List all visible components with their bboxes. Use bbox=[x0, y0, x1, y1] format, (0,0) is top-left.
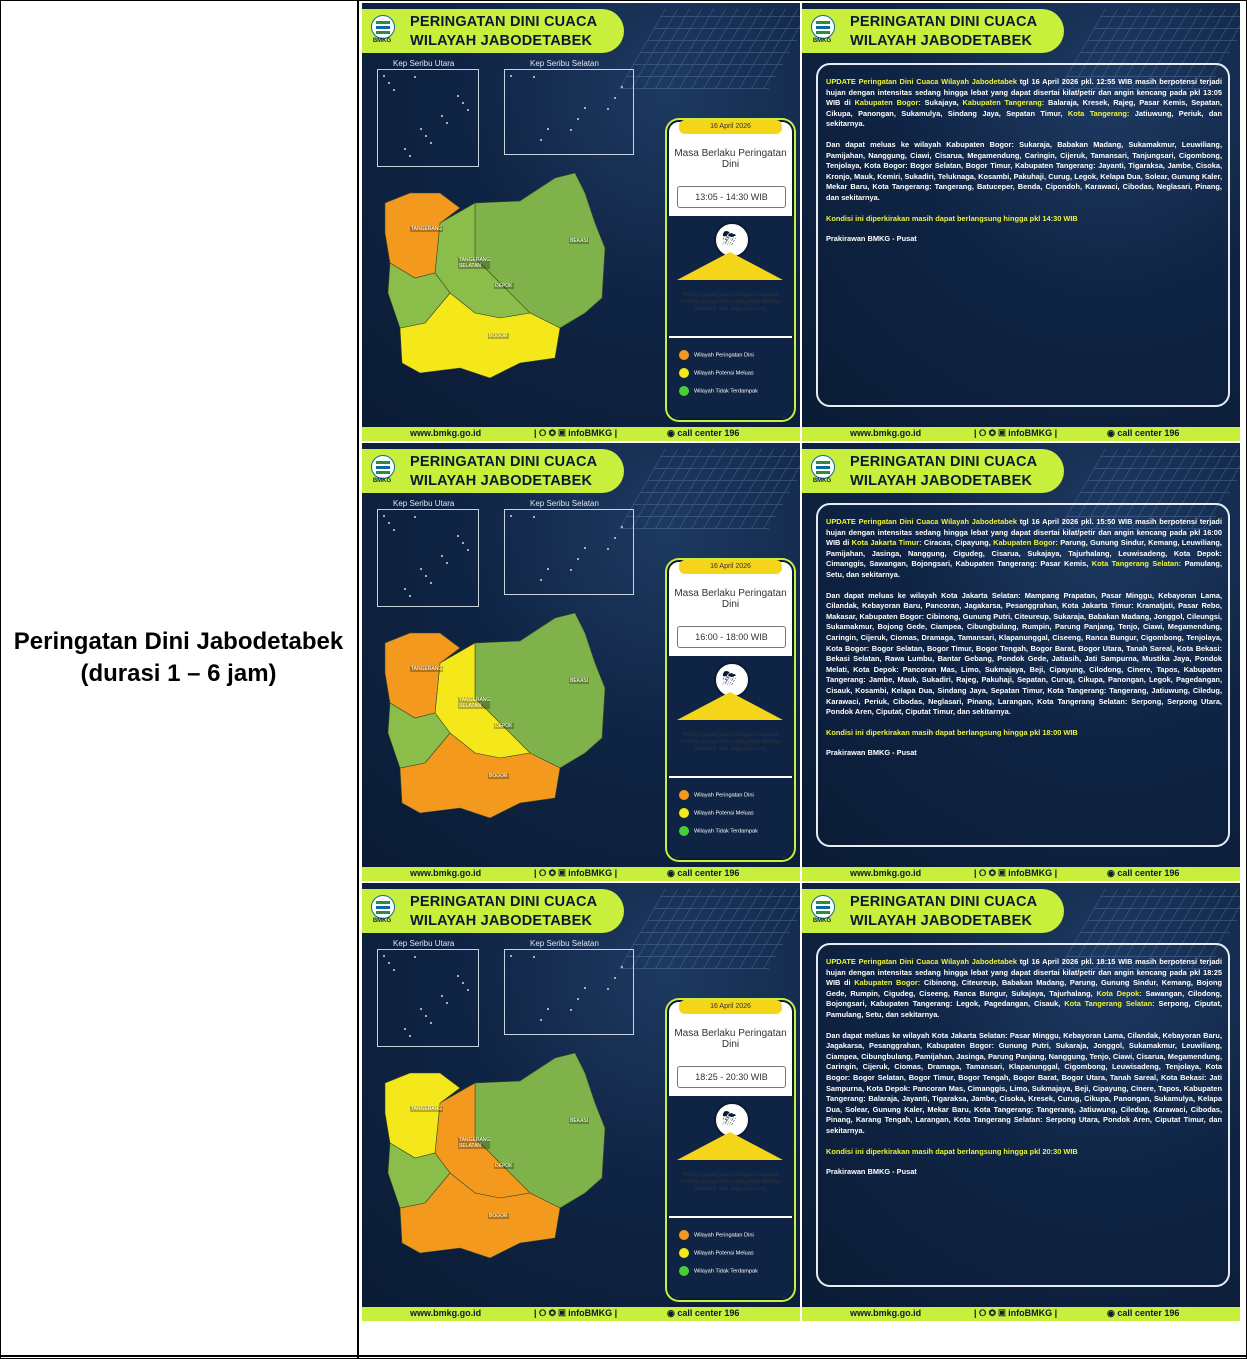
footer-website: www.bmkg.go.id bbox=[410, 868, 482, 878]
validity-card bbox=[667, 120, 794, 420]
expansion-paragraph: Dan dapat meluas ke wilayah Kota Jakarta Selatan: Pasar Minggu, Kebayoran Lama, Cilandak, Kebayoran Baru, Jagakarsa, Pesanggrahan, Kabupaten Bogor: Gunung Putri, Sukaraja, Jonggol, Sukamakmur, Leuwiliang, Ciampea, Cibungbulang, Pamijahan, Jasinga, Parung Panjang, Nanggung, Tenjo, Ciawi, Cisarua, Megamendung, Caringin, Cijeruk, Ciomas, Dramaga, Tamansari, Klapanunggal, Cigombong, Leuwisadeng, Tenjolaya, Kota Bogor: Bogor Selatan, Bogor Timur, Bogor Tengah, Bogor Barat, Bogor Utara, Tanah Sareal, Kota Bekasi: Jati Sampurna, Kota Depok: Pancoran Mas, Cimanggis, Limo, Sukmajaya, Beji, Cipayung, Cinere, Tapos, Kabupaten Tangerang: Balaraja, Jayanti, Tigaraksa, Jambe, Cisoka, Kresek, Curug, Cikupa, Panongan, Sukamulya, Kelapa Dua, Solear, Gunung Kaler, Mekar Baru, Kota Tangerang: Tangerang, Jatiuwung, Ciledug, Karawaci, Cibodas, Pinang, Karang Tengah, Larangan, Kota Tangerang Selatan: Serpong Utara, Pondok Aren, Ciputat Timur, dan sekitarnya. bbox=[826, 1030, 1222, 1135]
map-legend bbox=[667, 1218, 794, 1298]
warning-triangle-icon bbox=[677, 1132, 783, 1160]
warning-map-panel bbox=[362, 443, 800, 881]
footer-callcenter: ◉ call center 196 bbox=[667, 868, 740, 878]
warning-text-body bbox=[826, 517, 1222, 769]
row-label bbox=[0, 626, 357, 690]
warning-text-body bbox=[826, 77, 1222, 255]
map-label-depok: DEPOK bbox=[495, 723, 513, 729]
bmkg-logo-icon: BMKG bbox=[370, 15, 394, 45]
header-title-line1: PERINGATAN DINI CUACA bbox=[410, 14, 598, 30]
header-title-line2: WILAYAH JABODETABEK bbox=[410, 473, 593, 489]
hazard-description: Potensi terjadi hujan dengan intensitas sedang hingga lebat yang dapat disertai kilat/petir dan angin kencang bbox=[680, 292, 781, 312]
warning-date: 16 April 2026 bbox=[679, 560, 782, 574]
validity-card bbox=[667, 560, 794, 860]
warning-text-card bbox=[816, 63, 1230, 407]
panel-header bbox=[362, 449, 624, 493]
header-title-line1: PERINGATAN DINI CUACA bbox=[410, 454, 598, 470]
map-label-tangerang: TANGERANG bbox=[411, 666, 443, 672]
warning-date: 16 April 2026 bbox=[679, 120, 782, 134]
map-label-bogor: BOGOR bbox=[489, 1213, 508, 1219]
bmkg-logo-icon: BMKG bbox=[810, 15, 834, 45]
header-title-line2: WILAYAH JABODETABEK bbox=[410, 33, 593, 49]
footer-callcenter: ◉ call center 196 bbox=[667, 428, 740, 438]
map-grid-decoration bbox=[619, 889, 800, 969]
duration-paragraph: Kondisi ini diperkirakan masih dapat berlangsung hingga pkl 18:00 WIB bbox=[826, 727, 1078, 737]
map-label-bekasi: BEKASI bbox=[570, 238, 589, 244]
panel-footer bbox=[802, 1307, 1240, 1321]
inset-map-north bbox=[377, 69, 479, 167]
panel-footer bbox=[802, 427, 1240, 441]
map-grid-decoration bbox=[619, 449, 800, 529]
bmkg-logo-icon: BMKG bbox=[370, 895, 394, 925]
map-label-tangerang: TANGERANG bbox=[411, 1106, 443, 1112]
warning-map-panel bbox=[362, 3, 800, 441]
legend-item-warning: Wilayah Peringatan Dini bbox=[679, 350, 754, 360]
jabodetabek-map bbox=[380, 1043, 610, 1258]
panel-header bbox=[362, 9, 624, 53]
warning-text-panel bbox=[802, 443, 1240, 881]
warning-text-panel bbox=[802, 883, 1240, 1321]
inset-label-south: Kep Seribu Selatan bbox=[530, 499, 599, 508]
map-label-bogor: BOGOR bbox=[489, 773, 508, 779]
bottom-border bbox=[0, 1355, 1247, 1357]
header-title-line1: PERINGATAN DINI CUACA bbox=[850, 14, 1038, 30]
footer-website: www.bmkg.go.id bbox=[850, 428, 922, 438]
forecaster-line: Prakirawan BMKG - Pusat bbox=[826, 234, 917, 244]
map-label-depok: DEPOK bbox=[495, 1163, 513, 1169]
inset-map-south bbox=[504, 509, 634, 595]
duration-paragraph: Kondisi ini diperkirakan masih dapat berlangsung hingga pkl 20:30 WIB bbox=[826, 1146, 1078, 1156]
header-title-line2: WILAYAH JABODETABEK bbox=[410, 913, 593, 929]
bmkg-logo-icon: BMKG bbox=[810, 895, 834, 925]
footer-callcenter: ◉ call center 196 bbox=[1107, 868, 1180, 878]
footer-website: www.bmkg.go.id bbox=[410, 428, 482, 438]
footer-callcenter: ◉ call center 196 bbox=[1107, 1308, 1180, 1318]
footer-website: www.bmkg.go.id bbox=[850, 868, 922, 878]
map-label-tangsel: TANGERANG SELATAN bbox=[459, 697, 491, 709]
legend-item-warning: Wilayah Peringatan Dini bbox=[679, 790, 754, 800]
jabodetabek-map bbox=[380, 603, 610, 818]
update-paragraph: UPDATE Peringatan Dini Cuaca Wilayah Jabodetabek tgl 16 April 2026 pkl. 15:50 WIB masih berpotensi terjadi hujan dengan intensitas sedang hingga lebat yang dapat disertai kilat/petir dan angin kencang pada pkl 16:00 WIB di Kota Jakarta Timur: Ciracas, Cipayung, Kabupaten Bogor: Parung, Gunung Sindur, Kemang, Leuwiliang, Pamijahan, Jasinga, Nanggung, Cigudeg, Cisarua, Sukajaya, Tajurhalang, Leuwisadeng, Kota Depok: Cimanggis, Sawangan, Bojongsari, Kabupaten Tangerang: Pasar Kemis, Kota Tangerang Selatan: Pamulang, Setu, dan sekitarnya. bbox=[826, 517, 1222, 579]
panel-header bbox=[802, 9, 1064, 53]
jabodetabek-map bbox=[380, 163, 610, 378]
validity-label: Masa Berlaku Peringatan Dini bbox=[674, 148, 787, 170]
validity-time: 13:05 - 14:30 WIB bbox=[677, 186, 786, 208]
panel-footer bbox=[362, 867, 800, 881]
panel-footer bbox=[362, 1307, 800, 1321]
warning-text-body bbox=[826, 957, 1222, 1188]
map-label-tangsel: TANGERANG SELATAN bbox=[459, 257, 491, 269]
row-label-line1: Peringatan Dini Jabodetabek bbox=[13, 628, 344, 655]
validity-label: Masa Berlaku Peringatan Dini bbox=[674, 1028, 787, 1050]
footer-social: | ⭘ ◎ ▣ infoBMKG | bbox=[534, 1308, 618, 1318]
warning-triangle-icon bbox=[677, 252, 783, 280]
inset-label-north: Kep Seribu Utara bbox=[393, 939, 455, 948]
map-label-tangerang: TANGERANG bbox=[411, 226, 443, 232]
warning-triangle-icon bbox=[677, 692, 783, 720]
inset-label-south: Kep Seribu Selatan bbox=[530, 939, 599, 948]
map-legend bbox=[667, 338, 794, 418]
map-legend bbox=[667, 778, 794, 858]
map-label-bekasi: BEKASI bbox=[570, 678, 589, 684]
footer-social: | ⭘ ◎ ▣ infoBMKG | bbox=[534, 428, 618, 438]
panel-header bbox=[802, 449, 1064, 493]
legend-item-potential: Wilayah Potensi Meluas bbox=[679, 1248, 754, 1258]
column-divider bbox=[357, 0, 359, 1359]
validity-time: 18:25 - 20:30 WIB bbox=[677, 1066, 786, 1088]
map-grid-decoration bbox=[619, 9, 800, 89]
validity-time: 16:00 - 18:00 WIB bbox=[677, 626, 786, 648]
inset-map-south bbox=[504, 69, 634, 155]
duration-paragraph: Kondisi ini diperkirakan masih dapat berlangsung hingga pkl 14:30 WIB bbox=[826, 213, 1078, 223]
inset-map-north bbox=[377, 949, 479, 1047]
map-label-bekasi: BEKASI bbox=[570, 1118, 589, 1124]
warning-map-panel bbox=[362, 883, 800, 1321]
expansion-paragraph: Dan dapat meluas ke wilayah Kota Jakarta Selatan: Mampang Prapatan, Pasar Minggu, Kebayoran Lama, Cilandak, Kebayoran Baru, Pancoran, Jagakarsa, Pesanggrahan, Kota Jakarta Timur: Kramatjati, Pasar Rebo, Makasar, Kabupaten Bogor: Cibinong, Gunung Putri, Citeureup, Sukaraja, Babakan Madang, Jonggol, Cileungsi, Sukamakmur, Bojong Gede, Ciampea, Cibungbulang, Rumpin, Parung Panjang, Tenjo, Ciawi, Megamendung, Caringin, Cijeruk, Ciomas, Dramaga, Tamansari, Klapanunggal, Ciseeng, Ranca Bungur, Cigombong, Tenjolaya, Kota Bogor: Bogor Selatan, Bogor Timur, Bogor Tengah, Bogor Barat, Bogor Utara, Tanah Sareal, Kota Bekasi: Bekasi Selatan, Rawa Lumbu, Bantar Gebang, Pondok Gede, Jatiasih, Jati Sampurna, Mustika Jaya, Pondok Melati, Kota Depok: Pancoran Mas, Limo, Sukmajaya, Beji, Cipayung, Cilodong, Cinere, Tapos, Kabupaten Tangerang: Jambe, Mauk, Sukadiri, Rajeg, Pakuhaji, Sepatan, Curug, Cikupa, Panongan, Legok, Pagedangan, Cisauk, Kosambi, Kelapa Dua, Sindang Jaya, Sepatan Timur, Kota Tangerang: Tangerang, Jatiuwung, Ciledug, Karawaci, Periuk, Cibodas, Neglasari, Pinang, Larangan, Kota Tangerang Selatan: Serpong, Serpong Utara, Pondok Aren, Ciputat, Ciputat Timur, dan sekitarnya. bbox=[826, 590, 1222, 717]
legend-item-unaffected: Wilayah Tidak Terdampak bbox=[679, 826, 758, 836]
legend-item-potential: Wilayah Potensi Meluas bbox=[679, 808, 754, 818]
footer-website: www.bmkg.go.id bbox=[850, 1308, 922, 1318]
bmkg-logo-icon: BMKG bbox=[810, 455, 834, 485]
footer-website: www.bmkg.go.id bbox=[410, 1308, 482, 1318]
expansion-paragraph: Dan dapat meluas ke wilayah Kabupaten Bogor: Sukaraja, Babakan Madang, Sukamakmur, Leuwiliang, Pamijahan, Nanggung, Ciawi, Cisarua, Megamendung, Caringin, Cijeruk, Tamansari, Tanjungsari, Cigombong, Tenjolaya, Kota Bogor: Bogor Selatan, Bogor Timur, Kabupaten Tangerang: Jayanti, Tigaraksa, Jambe, Cisoka, Kronjo, Mauk, Kemiri, Sukadiri, Teluknaga, Kosambi, Pakuhaji, Curug, Legok, Kelapa Dua, Solear, Gunung Kaler, Mekar Baru, Kota Tangerang: Tangerang, Batuceper, Benda, Cipondoh, Karawaci, Cibodas, Neglasari, Pinang, dan sekitarnya. bbox=[826, 139, 1222, 202]
inset-label-south: Kep Seribu Selatan bbox=[530, 59, 599, 68]
warning-text-panel bbox=[802, 3, 1240, 441]
legend-item-unaffected: Wilayah Tidak Terdampak bbox=[679, 1266, 758, 1276]
panel-header bbox=[802, 889, 1064, 933]
footer-callcenter: ◉ call center 196 bbox=[1107, 428, 1180, 438]
panel-footer bbox=[362, 427, 800, 441]
header-title-line2: WILAYAH JABODETABEK bbox=[850, 33, 1033, 49]
header-title-line2: WILAYAH JABODETABEK bbox=[850, 473, 1033, 489]
inset-label-north: Kep Seribu Utara bbox=[393, 499, 455, 508]
row-label-line2: (durasi 1 – 6 jam) bbox=[80, 660, 277, 687]
hazard-description: Potensi terjadi hujan dengan intensitas sedang hingga lebat yang dapat disertai kilat/petir dan angin kencang bbox=[680, 732, 781, 752]
inset-map-north bbox=[377, 509, 479, 607]
map-label-bogor: BOGOR bbox=[489, 333, 508, 339]
footer-social: | ⭘ ◎ ▣ infoBMKG | bbox=[974, 868, 1058, 878]
footer-callcenter: ◉ call center 196 bbox=[667, 1308, 740, 1318]
panel-footer bbox=[802, 867, 1240, 881]
forecaster-line: Prakirawan BMKG - Pusat bbox=[826, 1167, 917, 1177]
inset-label-north: Kep Seribu Utara bbox=[393, 59, 455, 68]
update-paragraph: UPDATE Peringatan Dini Cuaca Wilayah Jabodetabek tgl 16 April 2026 pkl. 18:15 WIB masih berpotensi terjadi hujan dengan intensitas sedang hingga lebat yang dapat disertai kilat/petir dan angin kencang pada pkl 18:25 WIB di Kabupaten Bogor: Cibinong, Citeureup, Babakan Madang, Parung, Gunung Sindur, Kemang, Bojong Gede, Rumpin, Cigudeg, Ciseeng, Ranca Bungur, Sukajaya, Tajurhalang, Kota Depok: Sawangan, Cilodong, Bojongsari, Kabupaten Tangerang: Legok, Pagedangan, Cisauk, Kota Tangerang Selatan: Serpong, Ciputat, Pamulang, Setu, dan sekitarnya. bbox=[826, 957, 1222, 1019]
footer-social: | ⭘ ◎ ▣ infoBMKG | bbox=[974, 428, 1058, 438]
update-paragraph: UPDATE Peringatan Dini Cuaca Wilayah Jabodetabek tgl 16 April 2026 pkl. 12:55 WIB masih berpotensi terjadi hujan dengan intensitas sedang hingga lebat yang dapat disertai kilat/petir dan angin kencang pada pkl 13:05 WIB di Kabupaten Bogor: Sukajaya, Kabupaten Tangerang: Balaraja, Kresek, Rajeg, Pasar Kemis, Sepatan, Cikupa, Panongan, Sukamulya, Sindang Jaya, Sepatan Timur, Kota Tangerang: Jatiuwung, Periuk, dan sekitarnya. bbox=[826, 77, 1223, 129]
legend-item-warning: Wilayah Peringatan Dini bbox=[679, 1230, 754, 1240]
map-label-depok: DEPOK bbox=[495, 283, 513, 289]
inset-map-south bbox=[504, 949, 634, 1035]
header-title-line1: PERINGATAN DINI CUACA bbox=[850, 894, 1038, 910]
header-title-line1: PERINGATAN DINI CUACA bbox=[850, 454, 1038, 470]
header-title-line1: PERINGATAN DINI CUACA bbox=[410, 894, 598, 910]
header-title-line2: WILAYAH JABODETABEK bbox=[850, 913, 1033, 929]
bmkg-logo-icon: BMKG bbox=[370, 455, 394, 485]
panel-header bbox=[362, 889, 624, 933]
legend-item-unaffected: Wilayah Tidak Terdampak bbox=[679, 386, 758, 396]
validity-card bbox=[667, 1000, 794, 1300]
warning-text-card bbox=[816, 943, 1230, 1287]
legend-item-potential: Wilayah Potensi Meluas bbox=[679, 368, 754, 378]
hazard-description: Potensi terjadi hujan dengan intensitas sedang hingga lebat yang dapat disertai kilat/petir dan angin kencang bbox=[680, 1172, 781, 1192]
validity-label: Masa Berlaku Peringatan Dini bbox=[674, 588, 787, 610]
map-label-tangsel: TANGERANG SELATAN bbox=[459, 1137, 491, 1149]
footer-social: | ⭘ ◎ ▣ infoBMKG | bbox=[974, 1308, 1058, 1318]
warning-date: 16 April 2026 bbox=[679, 1000, 782, 1014]
warning-text-card bbox=[816, 503, 1230, 847]
footer-social: | ⭘ ◎ ▣ infoBMKG | bbox=[534, 868, 618, 878]
forecaster-line: Prakirawan BMKG - Pusat bbox=[826, 748, 917, 758]
